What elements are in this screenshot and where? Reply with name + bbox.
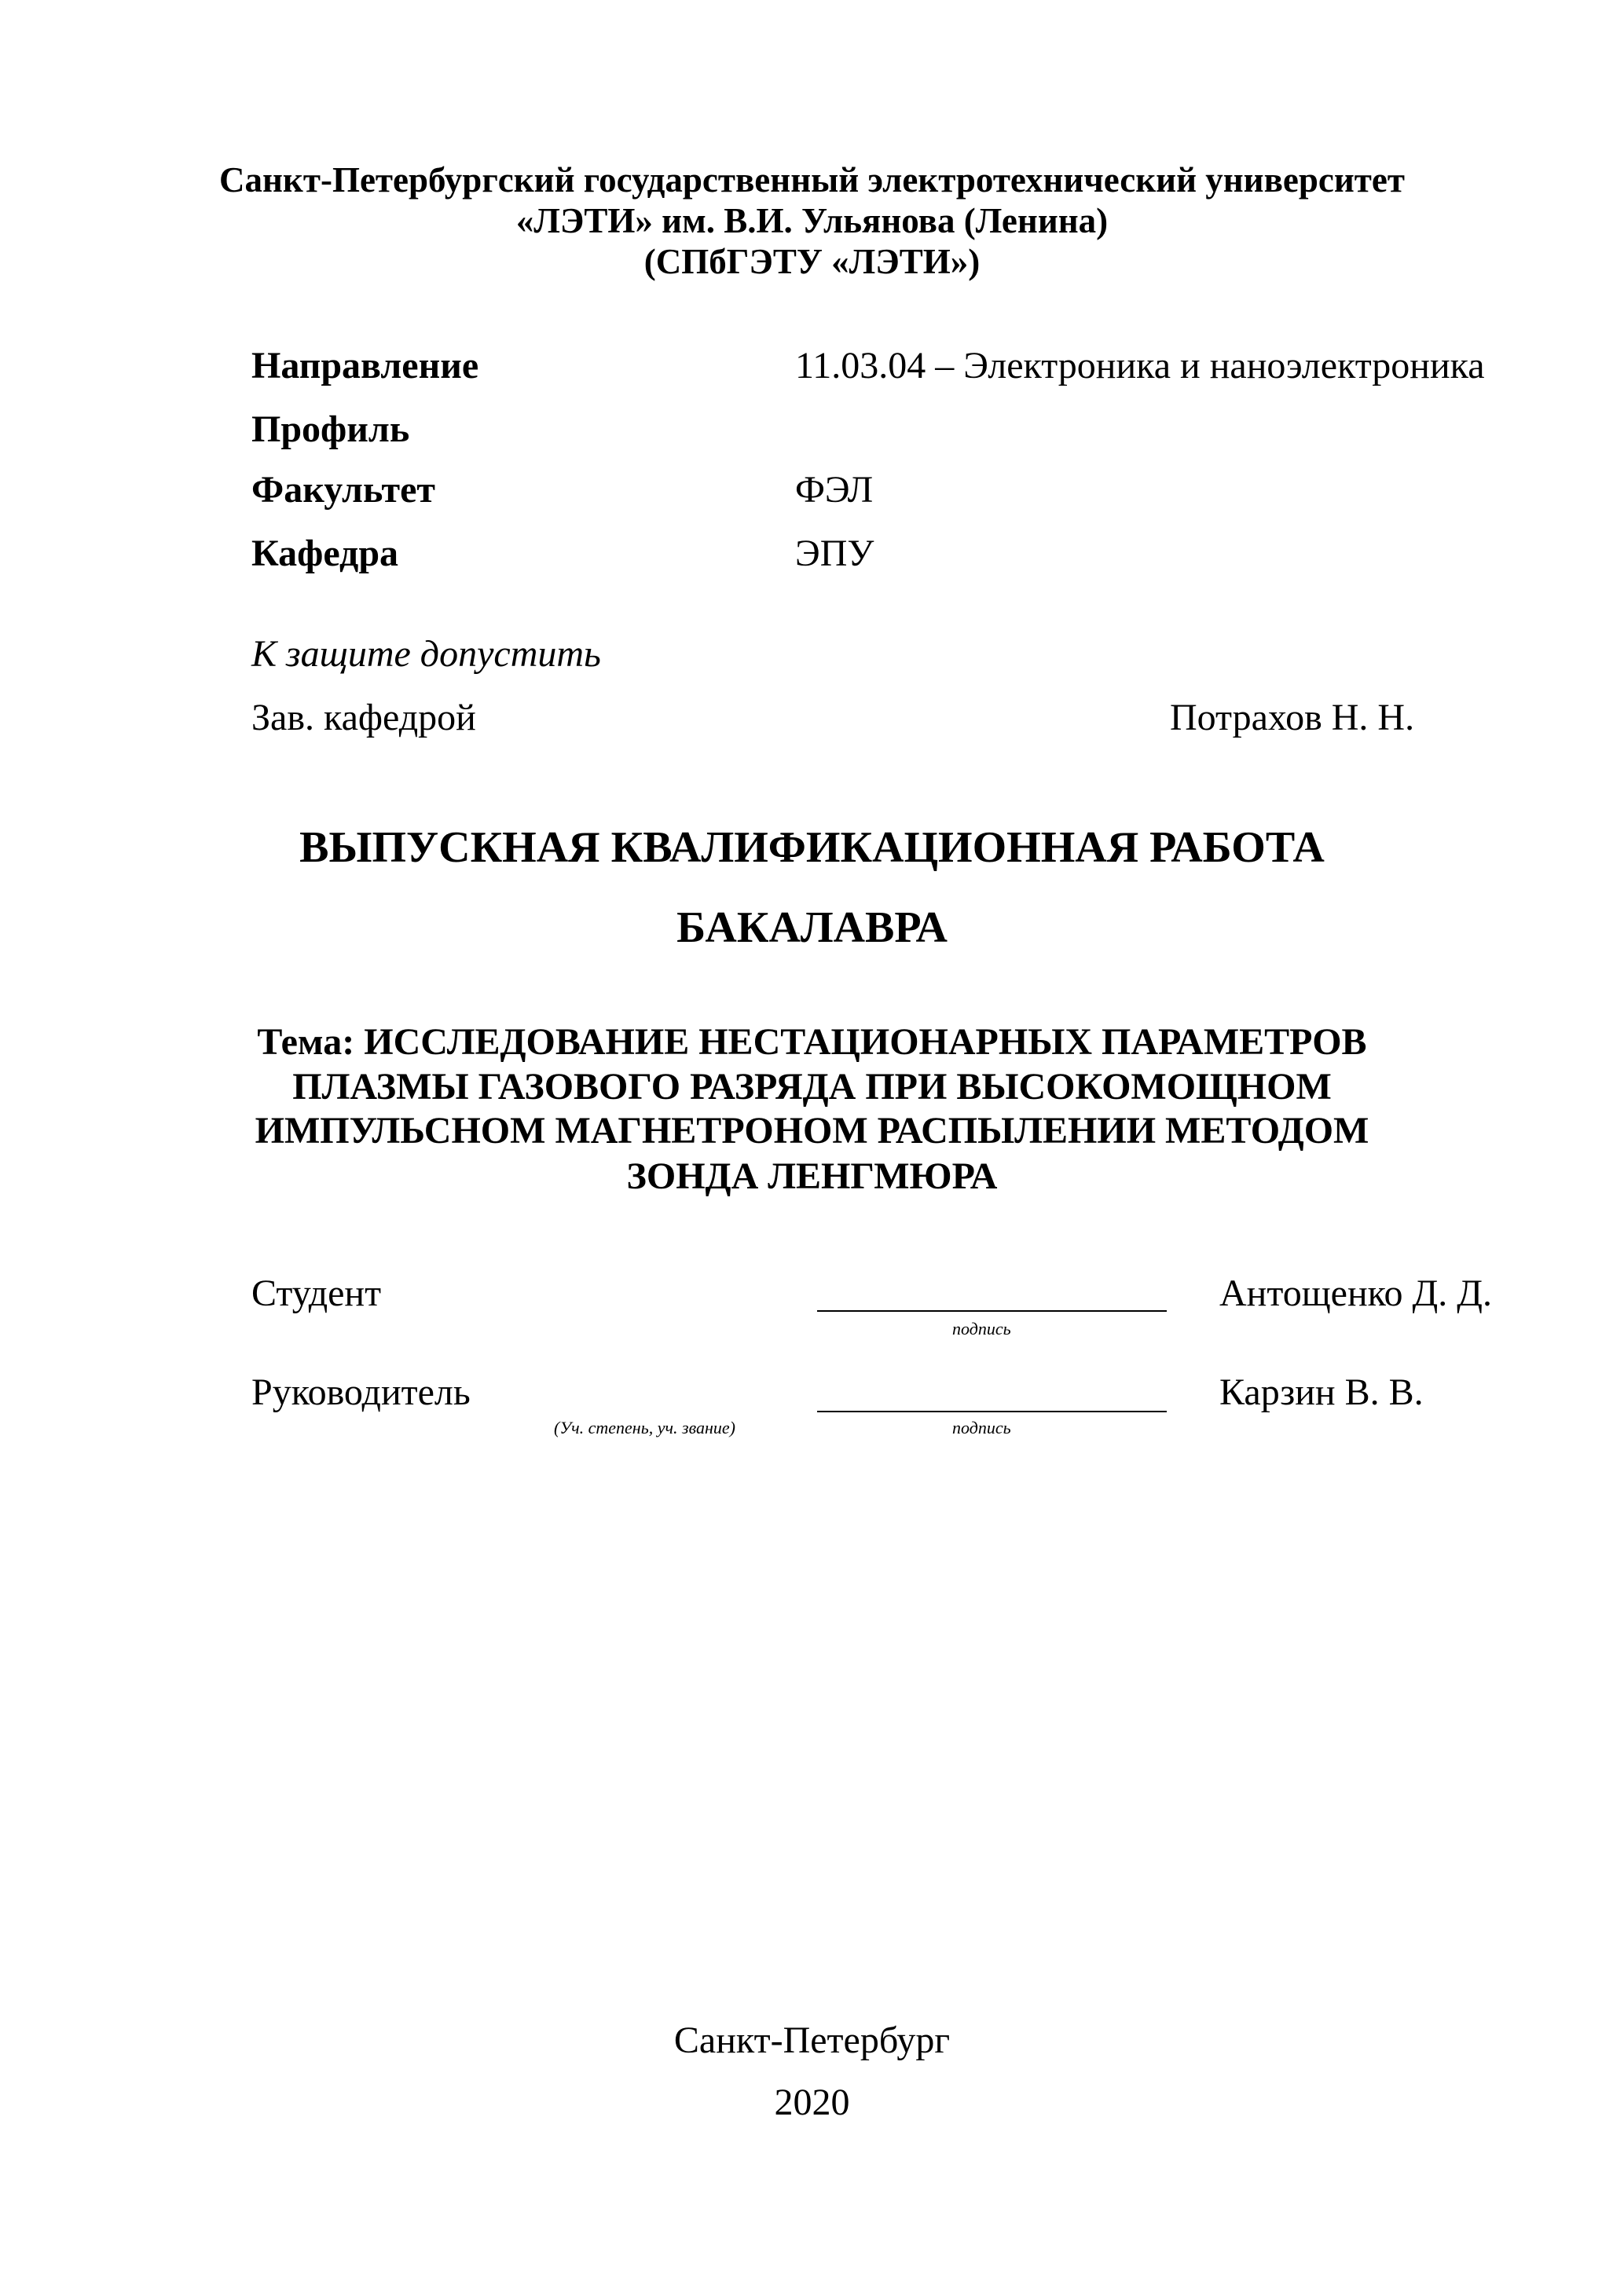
- faculty-label: Факультет: [251, 469, 435, 511]
- department-label: Кафедра: [251, 533, 399, 574]
- direction-value: 11.03.04 – Электроника и наноэлектроника: [795, 345, 1485, 386]
- student-name: Антощенко Д. Д.: [1219, 1273, 1493, 1314]
- topic-line: ПЛАЗМЫ ГАЗОВОГО РАЗРЯДА ПРИ ВЫСОКОМОЩНОМ: [292, 1066, 1332, 1108]
- topic-line: ЗОНДА ЛЕНГМЮРА: [626, 1155, 998, 1197]
- title-line-2: БАКАЛАВРА: [676, 903, 948, 952]
- city: Санкт-Петербург: [673, 2020, 951, 2061]
- university-name: Санкт-Петербургский государственный электротехнический университет: [219, 160, 1405, 200]
- supervisor-degree-caption: (Уч. степень, уч. звание): [554, 1418, 735, 1437]
- head-of-department-name: Потрахов Н. Н.: [1170, 697, 1415, 738]
- student-signature-line: [817, 1310, 1167, 1312]
- head-of-department-label: Зав. кафедрой: [251, 697, 476, 738]
- university-name-line2: «ЛЭТИ» им. В.И. Ульянова (Ленина): [515, 201, 1109, 240]
- university-abbr: (СПбГЭТУ «ЛЭТИ»): [643, 242, 981, 281]
- title-line-1: ВЫПУСКНАЯ КВАЛИФИКАЦИОННАЯ РАБОТА: [299, 823, 1325, 872]
- student-signature-caption: подпись: [952, 1319, 1011, 1338]
- student-label: Студент: [251, 1273, 382, 1314]
- approval-heading: К защите допустить: [251, 633, 601, 675]
- faculty-value: ФЭЛ: [795, 469, 874, 511]
- supervisor-signature-caption: подпись: [952, 1418, 1011, 1437]
- supervisor-name: Карзин В. В.: [1219, 1371, 1424, 1413]
- department-value: ЭПУ: [795, 533, 874, 574]
- supervisor-signature-line: [817, 1411, 1167, 1412]
- direction-label: Направление: [251, 345, 479, 386]
- profile-label: Профиль: [251, 408, 410, 450]
- topic-line: ИМПУЛЬСНОМ МАГНЕТРОНОМ РАСПЫЛЕНИИ МЕТОДОМ: [255, 1110, 1369, 1152]
- supervisor-label: Руководитель: [251, 1371, 471, 1413]
- year: 2020: [774, 2082, 850, 2123]
- topic-line: Тема: ИССЛЕДОВАНИЕ НЕСТАЦИОНАРНЫХ ПАРАМЕТРОВ: [257, 1021, 1367, 1063]
